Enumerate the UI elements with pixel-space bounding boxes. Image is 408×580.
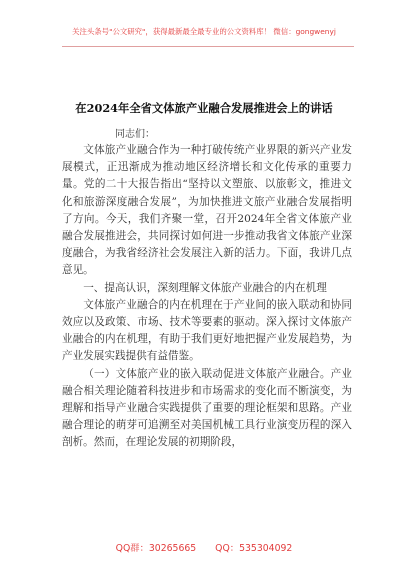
footer-contact [0,540,408,554]
paragraph-mechanism: 文体旅产业融合的内在机理在于产业间的嵌入联动和协同效应以及政策、市场、技术等要素的驱动。深入探讨文体旅产业融合的内在机理，有助于我们更好地把握产业发展趋势，为产业发展实践提供有益借鉴。 [62,298,352,363]
paragraph-intro: 文体旅产业融合作为一种打破传统产业界限的新兴产业发展模式，正迅渐成为推动地区经济增长和文化传承的重要力量。党的二十大报告指出“坚持以文塑旅、以旅彰文，推进文化和旅游深度融合发展”，为加快推进文旅产业融合发展指明了方向。今天，我们齐聚一堂，召开2024年全省文体旅产业融合发展推进会，共同探讨如何进一步推动我省文体旅产业深度融合，为我省经济社会发展注入新的活力。下面，我讲几点意见。 [62,144,352,277]
document-body [62,142,352,452]
footer-qq: QQ：535304092 [215,543,293,554]
footer-qq-group: QQ群：30265665 [115,543,197,554]
salutation: 同志们： [115,129,155,140]
header-banner: 关注头条号"公文研究"，获得最新最全最专业的公文资料库！ 微信：gongwenyj [72,27,336,36]
header-divider [62,46,354,47]
document-title: 在2024年全省文体旅产业融合发展推进会上的讲话 [75,101,333,115]
section-heading: 一、提高认识，深刻理解文体旅产业融合的内在机理 [83,281,327,294]
paragraph-subsection-1: （一）文体旅产业的嵌入联动促进文体旅产业融合。产业融合相关理论随着科技进步和市场需求的变化而不断演变，为理解和指导产业融合实践提供了重要的理论框架和思路。产业融合理论的萌芽可追溯至对美国机械工具行业演变历程的深入剖析。然而，在理论发展的初期阶段， [62,367,352,449]
